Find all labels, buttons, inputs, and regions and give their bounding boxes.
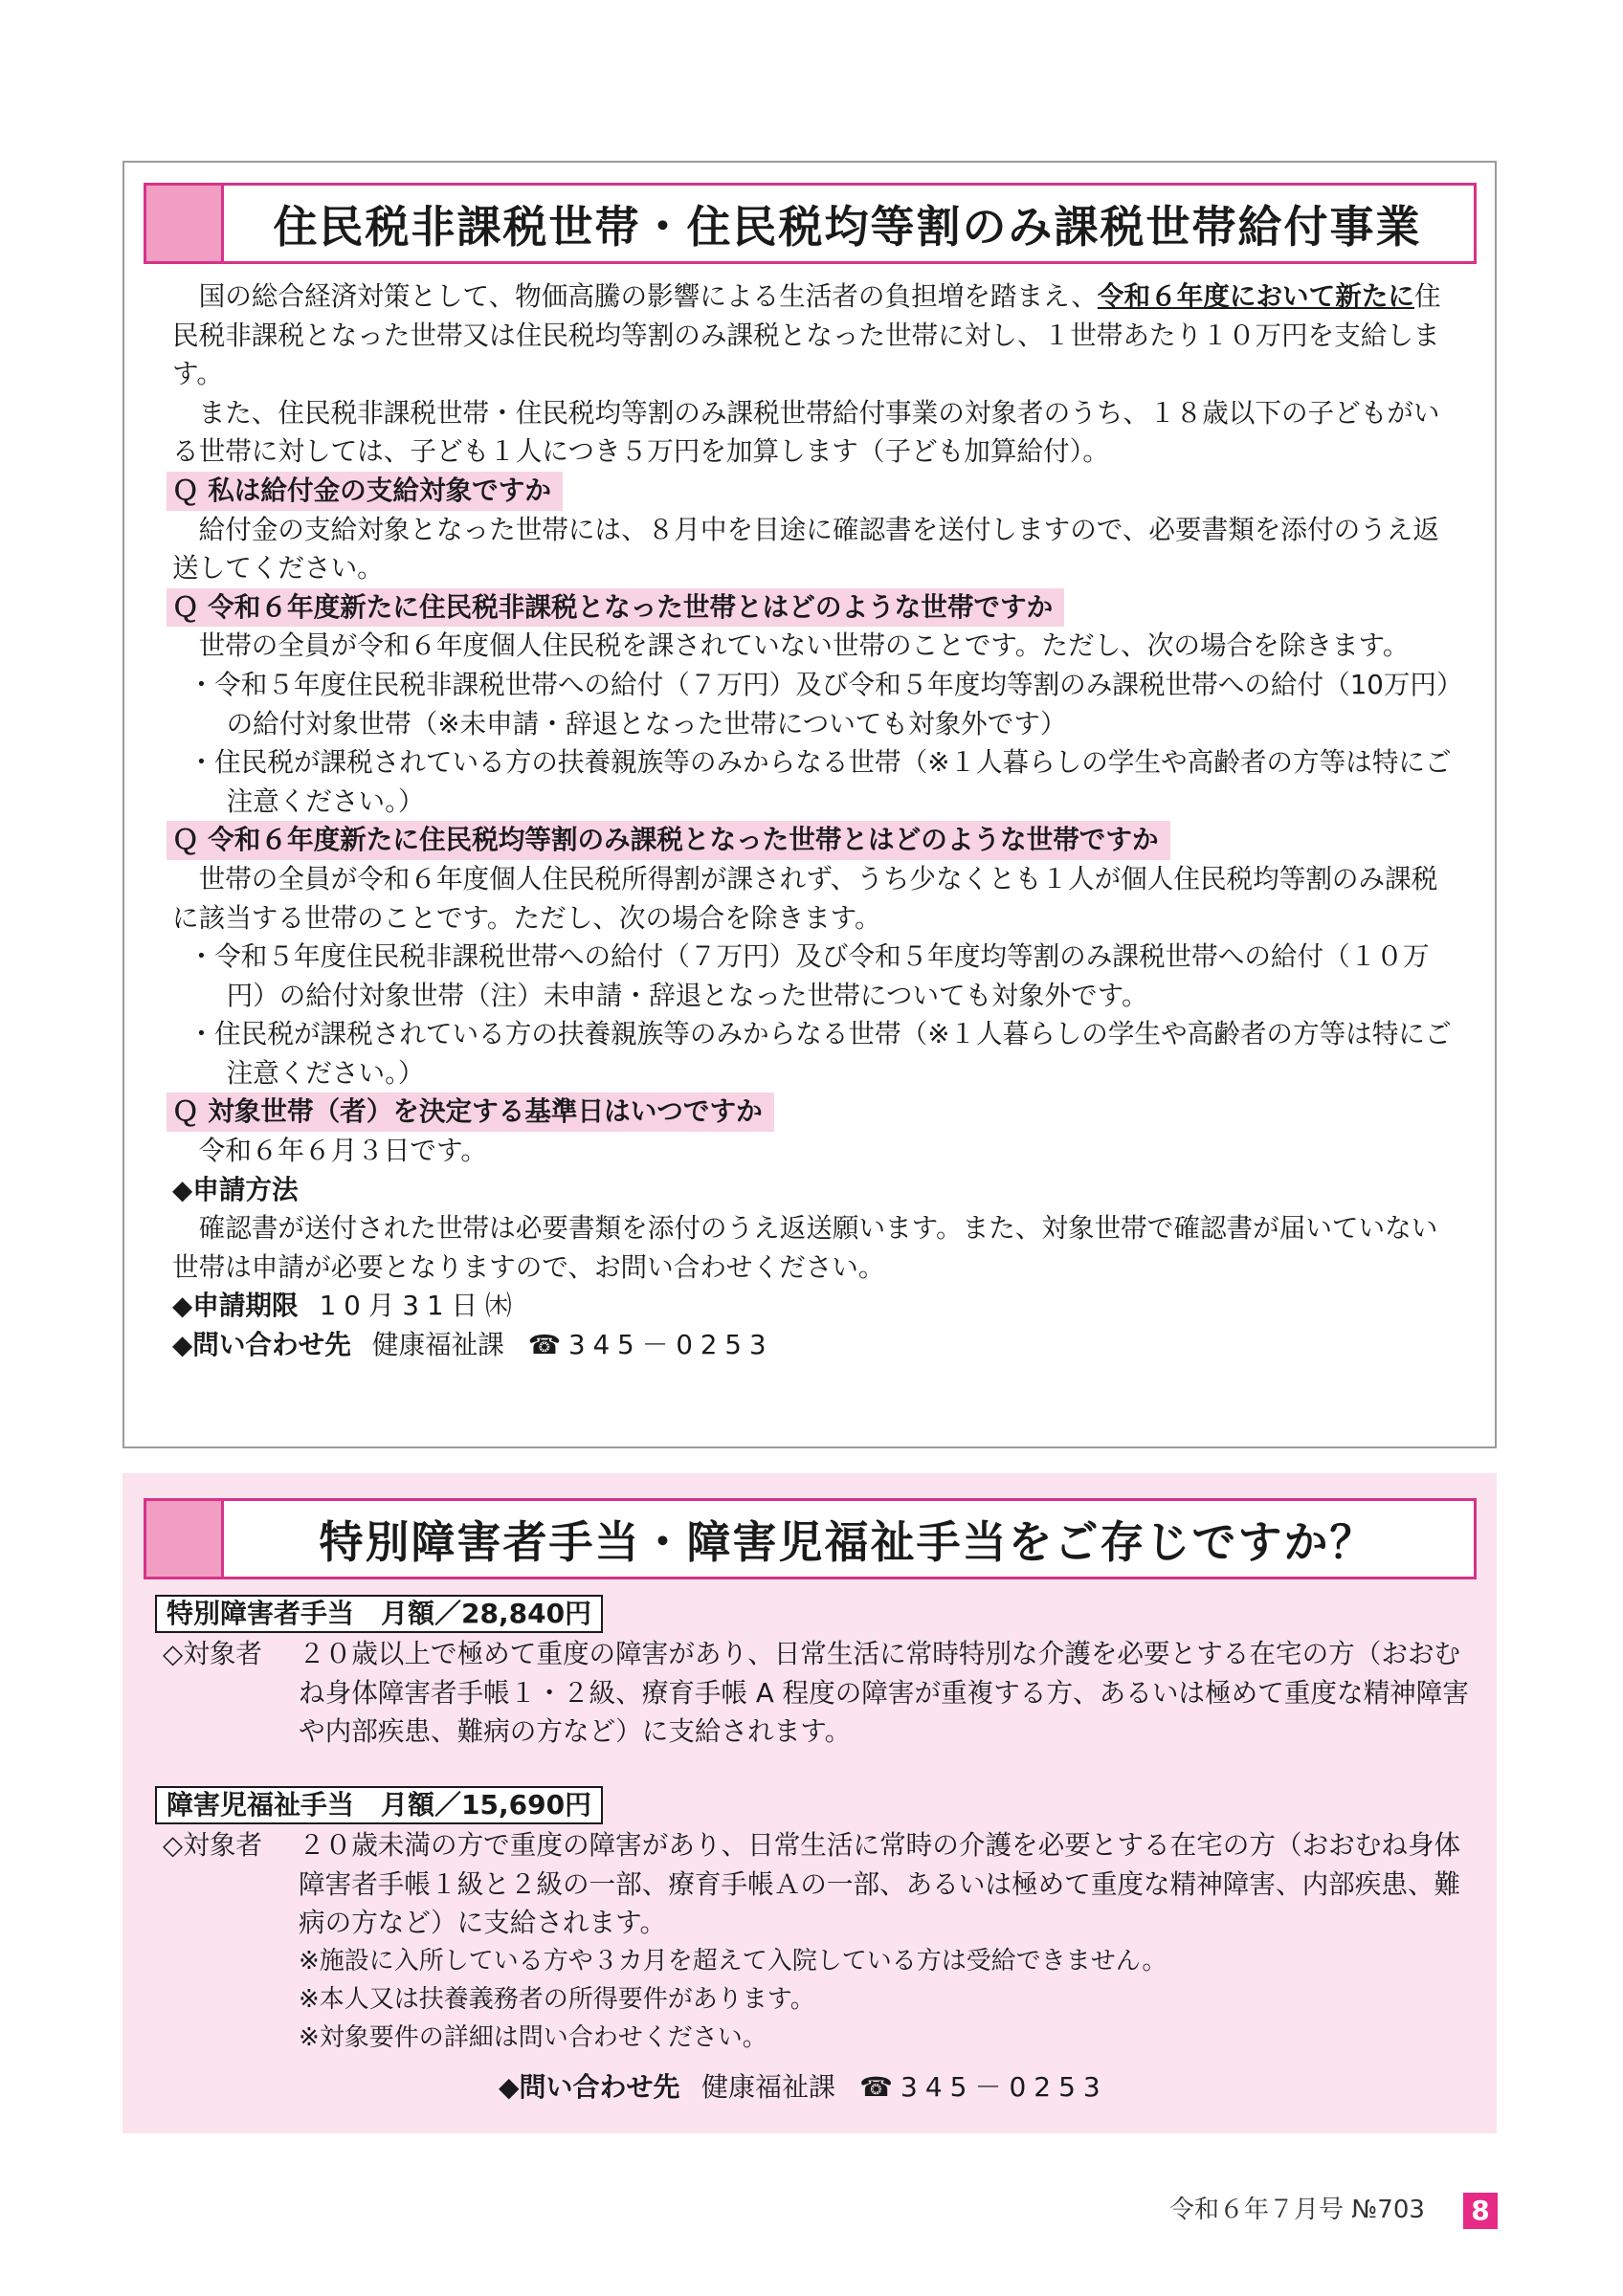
exclusion-bullet: ・住民税が課税されている方の扶養親族等のみからなる世帯（※１人暮らしの学生や高齢者の方等は特にご注意ください。） bbox=[188, 746, 1452, 817]
section1-body bbox=[172, 277, 1455, 1365]
contact-line bbox=[172, 1326, 1455, 1365]
answer-non-taxable: 世帯の全員が令和６年度個人住民税を課されていない世帯のことです。ただし、次の場合を除きます。 bbox=[198, 629, 1410, 662]
answer-reference-date: 令和６年６月３日です。 bbox=[198, 1135, 487, 1167]
allowance-label-box: 障害児福祉手当 月額／15,690円 bbox=[155, 1786, 603, 1824]
intro-text-post: 住民税非課税となった世帯又は住民税均等割のみ課税となった世帯に対し、１世帯あたり１０万円を支給します。 bbox=[172, 280, 1441, 390]
intro-underline: 令和６年度において新たに bbox=[1097, 280, 1415, 312]
question-non-taxable bbox=[172, 588, 1455, 628]
deadline-value: 10月31日㈭ bbox=[319, 1290, 520, 1322]
question-reference-date bbox=[172, 1093, 1455, 1132]
contact-phone: ☎345－0253 bbox=[527, 1329, 774, 1361]
target-label: ◇対象者 bbox=[163, 1829, 263, 1861]
question-highlight: Ｑ 対象世帯（者）を決定する基準日はいつですか bbox=[167, 1093, 774, 1132]
application-heading: ◆申請方法 bbox=[172, 1173, 299, 1205]
contact-heading: ◆問い合わせ先 bbox=[172, 1329, 351, 1361]
section-title: 特別障害者手当・障害児福祉手当をご存じですか？ bbox=[319, 1515, 1376, 1568]
section-title-bar bbox=[144, 1498, 1477, 1579]
answer-eligibility: 給付金の支給対象となった世帯には、８月中を目途に確認書を送付しますので、必要書類を添付のうえ返送してください。 bbox=[172, 513, 1439, 585]
contact-heading: ◆問い合わせ先 bbox=[499, 2071, 680, 2103]
question-highlight: Ｑ 私は給付金の支給対象ですか bbox=[167, 472, 563, 511]
question-per-capita-only bbox=[172, 821, 1455, 860]
page-number: 8 bbox=[1463, 2193, 1498, 2229]
answer-per-capita-only: 世帯の全員が令和６年度個人住民税所得割が課されず、うち少なくとも１人が個人住民税均等割のみ課税に該当する世帯のことです。ただし、次の場合を除きます。 bbox=[172, 862, 1438, 934]
question-highlight: Ｑ 令和６年度新たに住民税非課税となった世帯とはどのような世帯ですか bbox=[167, 588, 1064, 628]
allowance-label-box: 特別障害者手当 月額／28,840円 bbox=[155, 1595, 603, 1633]
contact-line bbox=[499, 2068, 1108, 2107]
contact-dept: 健康福祉課 bbox=[700, 2071, 835, 2103]
title-accent-square bbox=[146, 186, 224, 261]
contact-dept: 健康福祉課 bbox=[371, 1329, 504, 1361]
section-title: 住民税非課税世帯・住民税均等割のみ課税世帯給付事業 bbox=[273, 200, 1422, 253]
exclusion-bullet: ・令和５年度住民税非課税世帯への給付（７万円）及び令和５年度均等割のみ課税世帯への給付（１０万円）の給付対象世帯（注）未申請・辞退となった世帯についても対象外です。 bbox=[188, 940, 1430, 1011]
note-line: ※施設に入所している方や３カ月を超えて入院している方は受給できません。 bbox=[299, 1947, 1167, 1976]
allowance-target-text: ２０歳未満の方で重度の障害があり、日常生活に常時の介護を必要とする在宅の方（おおむね身体障害者手帳１級と２級の一部、療育手帳Ａの一部、あるいは極めて重度な精神障害、内部疾患、難病の方など）に支給されます。 bbox=[299, 1829, 1461, 1939]
section-title-bar bbox=[144, 183, 1477, 264]
question-eligibility bbox=[172, 472, 1455, 511]
note-line: ※対象要件の詳細は問い合わせください。 bbox=[299, 2023, 767, 2052]
deadline-line bbox=[172, 1287, 1455, 1326]
allowance-target-text: ２０歳以上で極めて重度の障害があり、日常生活に常時特別な介護を必要とする在宅の方（おおむね身体障害者手帳１・２級、療育手帳 A 程度の障害が重複する方、あるいは極めて重度な精神障害や内部疾患、難病の方など）に支給されます。 bbox=[299, 1638, 1469, 1748]
application-text: 確認書が送付された世帯は必要書類を添付のうえ返送願います。また、対象世帯で確認書が届いていない世帯は申請が必要となりますので、お問い合わせください。 bbox=[172, 1212, 1438, 1283]
child-addition-paragraph: また、住民税非課税世帯・住民税均等割のみ課税世帯給付事業の対象者のうち、１８歳以下の子どもがいる世帯に対しては、子ども１人につき５万円を加算します（子ども加算給付）。 bbox=[172, 396, 1440, 468]
exclusion-bullet: ・令和５年度住民税非課税世帯への給付（７万円）及び令和５年度均等割のみ課税世帯への給付（10万円）の給付対象世帯（※未申請・辞退となった世帯についても対象外です） bbox=[188, 668, 1450, 740]
question-highlight: Ｑ 令和６年度新たに住民税均等割のみ課税となった世帯とはどのような世帯ですか bbox=[167, 821, 1170, 860]
note-line: ※本人又は扶養義務者の所得要件があります。 bbox=[299, 1985, 815, 2014]
deadline-heading: ◆申請期限 bbox=[172, 1290, 299, 1322]
contact-phone: ☎345－0253 bbox=[859, 2071, 1108, 2103]
exclusion-bullet: ・住民税が課税されている方の扶養親族等のみからなる世帯（※１人暮らしの学生や高齢者の方等は特にご注意ください。） bbox=[188, 1018, 1452, 1089]
title-accent-square bbox=[146, 1501, 224, 1577]
issue-info: 令和６年７月号 №703 bbox=[1169, 2196, 1425, 2224]
intro-paragraph bbox=[172, 277, 1455, 394]
intro-text-pre: 国の総合経済対策として、物価高騰の影響による生活者の負担増を踏まえ、 bbox=[198, 280, 1098, 312]
target-label: ◇対象者 bbox=[163, 1638, 263, 1669]
